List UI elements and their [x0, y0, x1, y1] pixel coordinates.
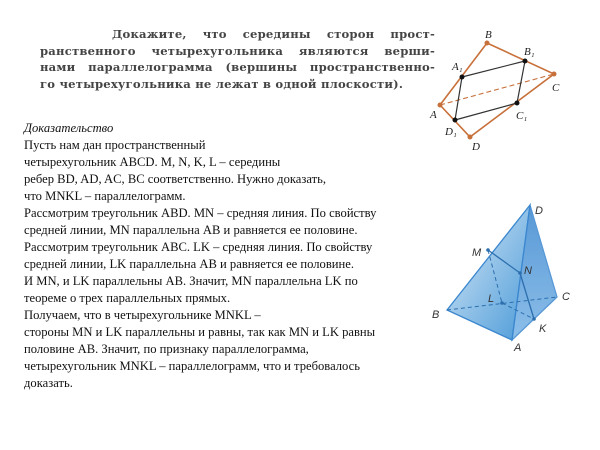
- proof-line: ребер BD, AD, AC, BC соответственно. Нужно доказать,: [24, 172, 327, 186]
- proof-line: стороны MN и LK параллельны и равны, так как MN и LK равны: [24, 325, 376, 339]
- label-c: C: [552, 82, 560, 94]
- label-d: D: [535, 205, 543, 217]
- proof-line: Рассмотрим треугольник ABC. LK – средняя линия. По свойству: [24, 240, 373, 254]
- outer-quadrilateral: [440, 43, 554, 137]
- proof-line: теореме о трех параллельных прямых.: [24, 291, 231, 305]
- proof-line: И MN, и LK параллельны AB. Значит, MN параллельна LK по: [24, 274, 358, 288]
- label-a: A: [514, 342, 522, 354]
- proof-line: Рассмотрим треугольник ABD. MN – средняя линия. По свойству: [24, 206, 377, 220]
- task-line: го четырехугольника не лежат в одной плоскости).: [40, 76, 404, 91]
- label-n: N: [524, 265, 532, 277]
- label-d: D: [472, 141, 480, 153]
- label-k: K: [539, 323, 547, 335]
- proof-line: четырехугольник MNKL – параллелограмм, что и требовалось: [24, 359, 361, 373]
- label-b: B: [485, 29, 492, 41]
- label-a1: A₁: [452, 61, 463, 73]
- task-line: нами параллелограмма (вершины пространственно-: [40, 60, 435, 74]
- proof-line: средней линии, LK параллельна AB и равняется ее половине.: [24, 257, 355, 271]
- proof-heading: Доказательство: [24, 121, 114, 135]
- proof-line: средней линии, MN параллельна AB и равняется ее половине.: [24, 223, 358, 237]
- label-c: C: [562, 291, 570, 303]
- label-d1: D₁: [445, 126, 457, 138]
- label-b: B: [432, 309, 440, 321]
- tetrahedron-figure: [432, 205, 570, 354]
- label-a: A: [430, 109, 437, 121]
- label-b1: B₁: [524, 46, 535, 58]
- task-line: Докажите, что середины сторон прост-: [112, 27, 435, 41]
- label-m: M: [472, 247, 482, 259]
- task-line: ранственного четырехугольника являются верши-: [40, 43, 435, 58]
- label-l: L: [488, 293, 495, 305]
- proof-line: Пусть нам дан пространственный: [24, 138, 206, 152]
- inner-parallelogram: [455, 61, 528, 122]
- label-c1: C₁: [516, 110, 528, 122]
- proof-line: что MNKL – параллелограмм.: [24, 189, 186, 203]
- proof-line: Получаем, что в четырехугольнике MNKL –: [24, 308, 261, 322]
- proof-line: доказать.: [24, 376, 73, 390]
- proof-line: четырехугольник ABCD. M, N, K, L – середины: [24, 155, 281, 169]
- proof-line: половине AB. Значит, по признаку параллелограмма,: [24, 342, 309, 356]
